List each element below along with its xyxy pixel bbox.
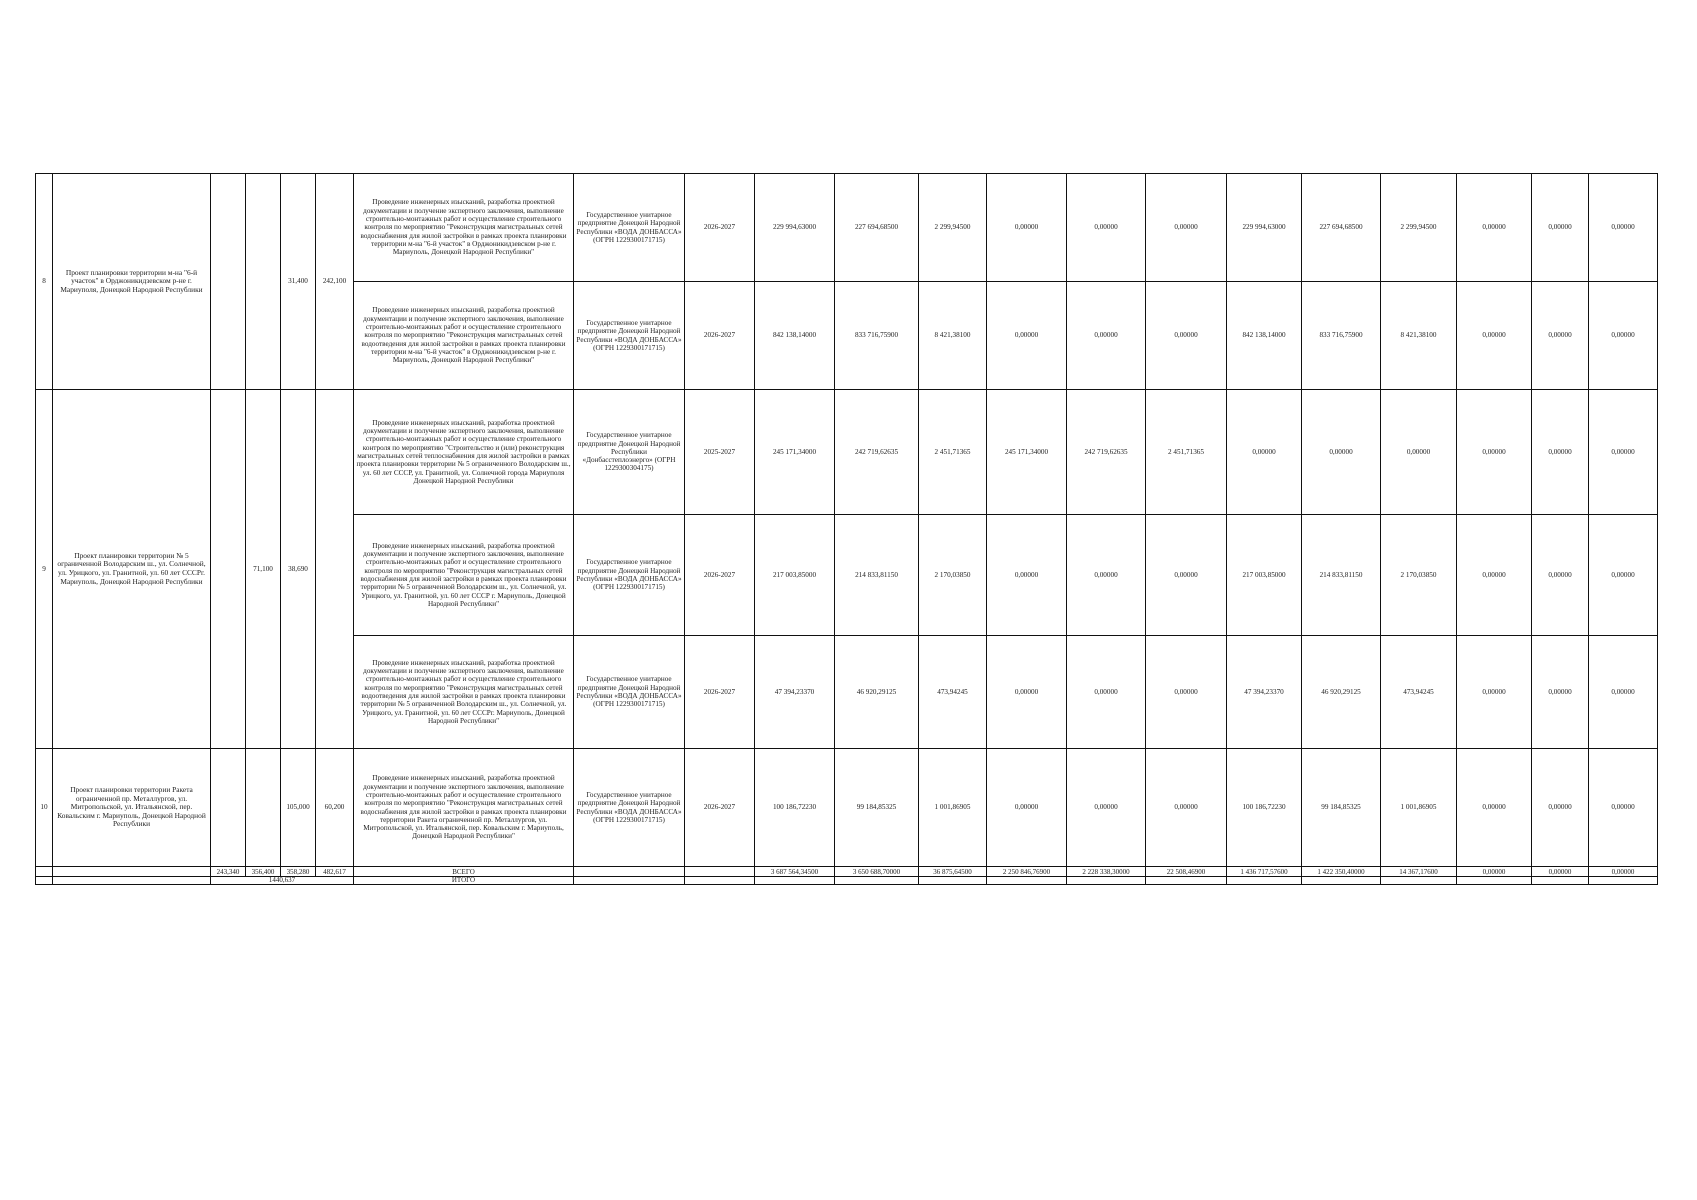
organization: Государственное унитарное предприятие Донецкой Народной Республики «ВОДА ДОНБАССА» (ОГРН 1229300171715) (574, 636, 685, 749)
amount-cell: 2 299,94500 (1381, 174, 1457, 282)
amount-cell: 0,00000 (1067, 282, 1146, 390)
empty-cell (1381, 877, 1457, 885)
amount-cell: 0,00000 (1532, 749, 1589, 867)
amount-cell: 0,00000 (1067, 749, 1146, 867)
empty-cell (1146, 877, 1227, 885)
amount-cell: 8 421,38100 (919, 282, 987, 390)
amount-cell: 0,00000 (1532, 636, 1589, 749)
amount-cell: 217 003,85000 (1227, 515, 1302, 636)
row-number: 10 (36, 749, 53, 867)
itogo-label: ИТОГО (354, 877, 574, 885)
empty-cell (36, 877, 53, 885)
activity-description: Проведение инженерных изысканий, разработка проектной документации и получение экспертного заключения, выполнение строительно-монтажных работ и осуществление строительного контроля по мероприятию "Реконструкция магистральных сетей водоснабжения для жилой застройки в рамках проекта планировки территории № 5 ограниченной Володарским ш., ул. Солнечной, ул. Урицкого, ул. Гранитной, ул. 60 лет СССР г. Мариуполь, Донецкой Народной Республики" (354, 515, 574, 636)
amount-cell: 833 716,75900 (835, 282, 919, 390)
amount-cell: 0,00000 (987, 174, 1067, 282)
area-cell: 71,100 (246, 390, 281, 749)
period: 2026-2027 (685, 174, 755, 282)
amount-cell: 0,00000 (1146, 749, 1227, 867)
period: 2026-2027 (685, 515, 755, 636)
empty-cell (1457, 877, 1532, 885)
activity-description: Проведение инженерных изысканий, разработка проектной документации и получение экспертного заключения, выполнение строительно-монтажных работ и осуществление строительного контроля по мероприятию "Реконструкция магистральных сетей водоснабжения для жилой застройки в рамках проекта планировки территории Ракета ограниченной пр. Металлургов, ул. Митропольской, ул. Итальянской, пер. Ковальским г. Мариуполь, Донецкой Народной Республики" (354, 749, 574, 867)
period: 2025-2027 (685, 390, 755, 515)
period: 2026-2027 (685, 636, 755, 749)
row-number: 8 (36, 174, 53, 390)
amount-cell: 0,00000 (1302, 390, 1381, 515)
organization: Государственное унитарное предприятие Донецкой Народной Республики «ВОДА ДОНБАССА» (ОГРН 1229300171715) (574, 515, 685, 636)
amount-cell: 0,00000 (1589, 174, 1658, 282)
amount-cell: 0,00000 (1589, 282, 1658, 390)
amount-cell: 473,94245 (919, 636, 987, 749)
total-area-cell: 243,340 (211, 867, 246, 877)
organization: Государственное унитарное предприятие Донецкой Народной Республики «Донбасстеплоэнерго» (ОГРН 1229300304175) (574, 390, 685, 515)
amount-cell: 100 186,72230 (1227, 749, 1302, 867)
amount-cell: 1 001,86905 (1381, 749, 1457, 867)
total-amount-cell: 0,00000 (1457, 867, 1532, 877)
amount-cell: 0,00000 (987, 282, 1067, 390)
amount-cell: 0,00000 (1457, 515, 1532, 636)
activity-description: Проведение инженерных изысканий, разработка проектной документации и получение экспертного заключения, выполнение строительно-монтажных работ и осуществление строительного контроля по мероприятию "Строительство и (или) реконструкция магистральных сетей теплоснабжения для жилой застройки в рамках проекта планировки территории № 5 ограниченного Володарским ш., ул. 60 лет СССР, ул. Гранитной, ул. Солнечной города Мариуполя Донецкой Народной Республики (354, 390, 574, 515)
empty-cell (919, 877, 987, 885)
empty-cell (1532, 877, 1589, 885)
organization: Государственное унитарное предприятие Донецкой Народной Республики «ВОДА ДОНБАССА» (ОГРН 1229300171715) (574, 749, 685, 867)
table-row (36, 174, 1697, 282)
amount-cell: 0,00000 (1589, 749, 1658, 867)
total-amount-cell: 0,00000 (1532, 867, 1589, 877)
empty-cell (755, 877, 835, 885)
total-area-cell: 482,617 (316, 867, 354, 877)
total-amount-cell: 3 687 564,34500 (755, 867, 835, 877)
amount-cell: 46 920,29125 (1302, 636, 1381, 749)
total-label: ВСЕГО (354, 867, 574, 877)
amount-cell: 0,00000 (1381, 390, 1457, 515)
amount-cell: 2 451,71365 (1146, 390, 1227, 515)
empty-cell (53, 867, 211, 877)
total-amount-cell: 3 650 688,70000 (835, 867, 919, 877)
amount-cell: 0,00000 (1227, 390, 1302, 515)
amount-cell: 227 694,68500 (835, 174, 919, 282)
total-amount-cell: 14 367,17600 (1381, 867, 1457, 877)
amount-cell: 0,00000 (1457, 390, 1532, 515)
amount-cell: 46 920,29125 (835, 636, 919, 749)
area-cell (211, 390, 246, 749)
area-cell: 31,400 (281, 174, 316, 390)
amount-cell: 0,00000 (987, 636, 1067, 749)
amount-cell: 0,00000 (1589, 636, 1658, 749)
amount-cell: 227 694,68500 (1302, 174, 1381, 282)
area-cell (246, 174, 281, 390)
amount-cell: 0,00000 (1457, 174, 1532, 282)
empty-cell (574, 867, 685, 877)
table-row (36, 390, 1697, 515)
amount-cell: 0,00000 (1532, 515, 1589, 636)
amount-cell: 2 451,71365 (919, 390, 987, 515)
empty-cell (685, 867, 755, 877)
total-amount-cell: 2 250 846,76900 (987, 867, 1067, 877)
amount-cell: 217 003,85000 (755, 515, 835, 636)
area-cell: 38,690 (281, 390, 316, 749)
project-name: Проект планировки территории Ракета ограниченной пр. Металлургов, ул. Митропольской, ул. Итальянской, пер. Ковальским г. Мариуполь, Донецкой Народной Республики (53, 749, 211, 867)
empty-cell (1227, 877, 1302, 885)
total-area-cell: 358,280 (281, 867, 316, 877)
amount-cell: 47 394,23370 (755, 636, 835, 749)
amount-cell: 0,00000 (1532, 174, 1589, 282)
amount-cell: 2 170,03850 (1381, 515, 1457, 636)
amount-cell: 99 184,85325 (835, 749, 919, 867)
amount-cell: 99 184,85325 (1302, 749, 1381, 867)
amount-cell: 0,00000 (1457, 282, 1532, 390)
row-number: 9 (36, 390, 53, 749)
table-row (36, 749, 1697, 867)
total-amount-cell: 22 508,46900 (1146, 867, 1227, 877)
total-amount-cell: 36 875,64500 (919, 867, 987, 877)
itogo-sum: 1440,637 (211, 877, 354, 885)
amount-cell: 0,00000 (1067, 174, 1146, 282)
activity-description: Проведение инженерных изысканий, разработка проектной документации и получение экспертного заключения, выполнение строительно-монтажных работ и осуществление строительного контроля по мероприятию "Реконструкция магистральных сетей водоснабжения для жилой застройки в рамках проекта планировки территории м-на "6-й участок" в Орджоникидзевском р-не г. Мариуполь, Донецкой Народной Республики" (354, 174, 574, 282)
empty-cell (685, 877, 755, 885)
amount-cell: 0,00000 (1457, 636, 1532, 749)
organization: Государственное унитарное предприятие Донецкой Народной Республики «ВОДА ДОНБАССА» (ОГРН 1229300171715) (574, 282, 685, 390)
area-cell (211, 174, 246, 390)
amount-cell: 0,00000 (1589, 515, 1658, 636)
amount-cell: 2 170,03850 (919, 515, 987, 636)
amount-cell: 842 138,14000 (1227, 282, 1302, 390)
amount-cell: 100 186,72230 (755, 749, 835, 867)
amount-cell: 0,00000 (1532, 390, 1589, 515)
table-body (36, 174, 1697, 885)
area-cell (211, 749, 246, 867)
total-amount-cell: 1 422 350,40000 (1302, 867, 1381, 877)
total-area-cell: 356,400 (246, 867, 281, 877)
project-name: Проект планировки территории № 5 ограниченной Володарским ш., ул. Солнечной, ул. Урицкого, ул. Гранитной, ул. 60 лет СССРг. Мариуполь, Донецкой Народной Республики (53, 390, 211, 749)
activity-description: Проведение инженерных изысканий, разработка проектной документации и получение экспертного заключения, выполнение строительно-монтажных работ и осуществление строительного контроля по мероприятию "Реконструкция магистральных сетей водоотведения для жилой застройки в рамках проекта планировки территории № 5 ограниченной Володарским ш., ул. Солнечной, ул. Урицкого, ул. Гранитной, ул. 60 лет СССРг. Мариуполь, Донецкой Народной Республики" (354, 636, 574, 749)
budget-table (35, 173, 1697, 885)
amount-cell: 0,00000 (1067, 636, 1146, 749)
amount-cell: 214 833,81150 (835, 515, 919, 636)
amount-cell: 0,00000 (1146, 282, 1227, 390)
total-amount-cell: 1 436 717,57600 (1227, 867, 1302, 877)
period: 2026-2027 (685, 749, 755, 867)
period: 2026-2027 (685, 282, 755, 390)
amount-cell: 214 833,81150 (1302, 515, 1381, 636)
amount-cell: 229 994,63000 (1227, 174, 1302, 282)
amount-cell: 833 716,75900 (1302, 282, 1381, 390)
itogo-row (36, 877, 1697, 885)
amount-cell: 0,00000 (1146, 174, 1227, 282)
amount-cell: 242 719,62635 (1067, 390, 1146, 515)
empty-cell (36, 867, 53, 877)
empty-cell (1067, 877, 1146, 885)
amount-cell: 0,00000 (1067, 515, 1146, 636)
amount-cell: 2 299,94500 (919, 174, 987, 282)
amount-cell: 0,00000 (1146, 636, 1227, 749)
amount-cell: 8 421,38100 (1381, 282, 1457, 390)
empty-cell (835, 877, 919, 885)
organization: Государственное унитарное предприятие Донецкой Народной Республики «ВОДА ДОНБАССА» (ОГРН 1229300171715) (574, 174, 685, 282)
empty-cell (1302, 877, 1381, 885)
empty-cell (987, 877, 1067, 885)
total-amount-cell: 2 228 338,30000 (1067, 867, 1146, 877)
amount-cell: 0,00000 (987, 749, 1067, 867)
amount-cell: 47 394,23370 (1227, 636, 1302, 749)
total-row (36, 867, 1697, 877)
total-amount-cell: 0,00000 (1589, 867, 1658, 877)
amount-cell: 0,00000 (1457, 749, 1532, 867)
area-cell (316, 390, 354, 749)
amount-cell: 0,00000 (1532, 282, 1589, 390)
amount-cell: 473,94245 (1381, 636, 1457, 749)
area-cell: 60,200 (316, 749, 354, 867)
amount-cell: 245 171,34000 (755, 390, 835, 515)
amount-cell: 229 994,63000 (755, 174, 835, 282)
empty-cell (53, 877, 211, 885)
amount-cell: 1 001,86905 (919, 749, 987, 867)
amount-cell: 242 719,62635 (835, 390, 919, 515)
area-cell (246, 749, 281, 867)
area-cell: 105,000 (281, 749, 316, 867)
project-name: Проект планировки территории м-на "6-й участок" в Орджоникидзевском р-не г. Мариуполя, Донецкой Народной Республики (53, 174, 211, 390)
amount-cell: 0,00000 (987, 515, 1067, 636)
activity-description: Проведение инженерных изысканий, разработка проектной документации и получение экспертного заключения, выполнение строительно-монтажных работ и осуществление строительного контроля по мероприятию "Реконструкция магистральных сетей водоотведения для жилой застройки в рамках проекта планировки территории м-на "6-й участок" в Орджоникидзевском р-не г. Мариуполь, Донецкой Народной Республики" (354, 282, 574, 390)
amount-cell: 842 138,14000 (755, 282, 835, 390)
amount-cell: 0,00000 (1146, 515, 1227, 636)
empty-cell (574, 877, 685, 885)
area-cell: 242,100 (316, 174, 354, 390)
empty-cell (1589, 877, 1658, 885)
amount-cell: 245 171,34000 (987, 390, 1067, 515)
amount-cell: 0,00000 (1589, 390, 1658, 515)
